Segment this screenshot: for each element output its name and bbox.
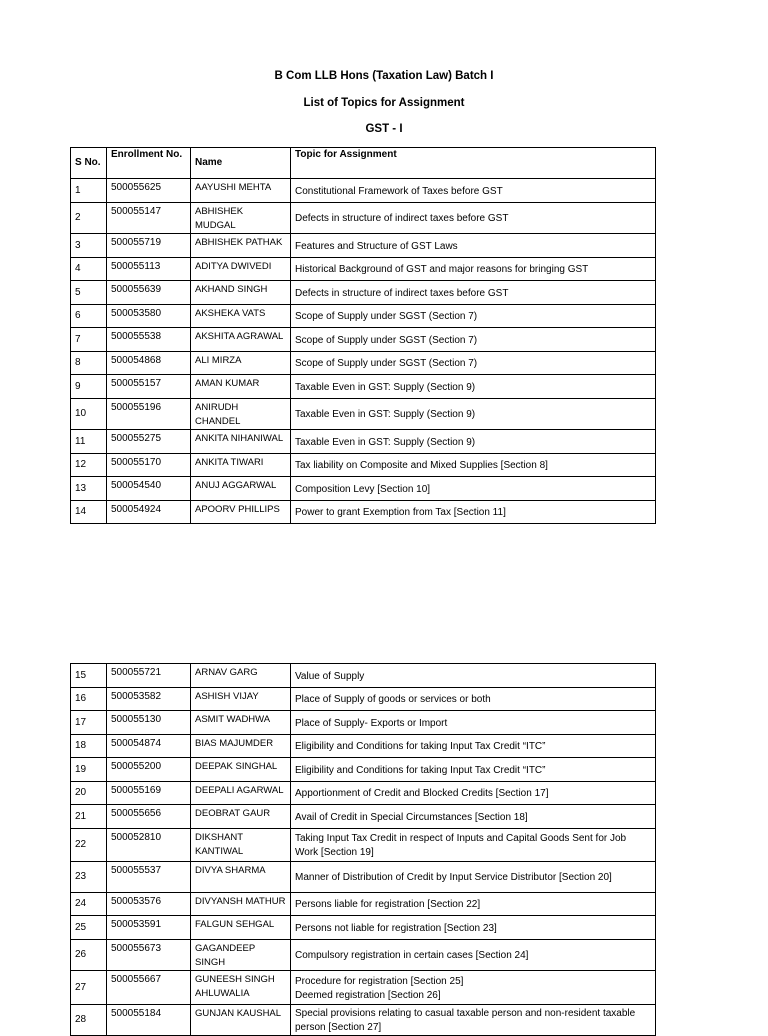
cell-sno: 23 (71, 862, 107, 893)
table-row (71, 688, 656, 711)
cell-name: GUNJAN KAUSHAL (191, 1005, 291, 1036)
cell-name: DEEPAK SINGHAL (191, 758, 291, 782)
cell-sno: 7 (71, 328, 107, 352)
cell-sno: 25 (71, 916, 107, 940)
cell-name: FALGUN SEHGAL (191, 916, 291, 940)
cell-enrollment: 500055170 (107, 454, 191, 477)
table-row (71, 805, 656, 829)
cell-topic: Power to grant Exemption from Tax [Section 11] (291, 501, 656, 524)
cell-enrollment: 500054924 (107, 501, 191, 524)
table-row (71, 711, 656, 735)
header-name: Name (191, 148, 291, 179)
cell-enrollment: 500055200 (107, 758, 191, 782)
table-row (71, 375, 656, 399)
cell-sno: 27 (71, 971, 107, 1005)
cell-name: ABHISHEK MUDGAL (191, 203, 291, 234)
cell-enrollment: 500055656 (107, 805, 191, 829)
cell-enrollment: 500053582 (107, 688, 191, 711)
cell-enrollment: 500055275 (107, 430, 191, 454)
header-sno: S No. (71, 148, 107, 179)
table-row (71, 352, 656, 375)
cell-enrollment: 500053576 (107, 893, 191, 916)
table-row (71, 234, 656, 258)
cell-name: ASHISH VIJAY (191, 688, 291, 711)
cell-name: ABHISHEK PATHAK (191, 234, 291, 258)
cell-name: AKSHITA AGRAWAL (191, 328, 291, 352)
table-header-row (71, 148, 656, 179)
cell-sno: 3 (71, 234, 107, 258)
cell-topic: Manner of Distribution of Credit by Input Service Distributor [Section 20] (291, 862, 656, 893)
table-row (71, 664, 656, 688)
cell-enrollment: 500055667 (107, 971, 191, 1005)
cell-enrollment: 500053580 (107, 305, 191, 328)
cell-enrollment: 500055184 (107, 1005, 191, 1036)
cell-enrollment: 500055113 (107, 258, 191, 281)
cell-topic: Scope of Supply under SGST (Section 7) (291, 328, 656, 352)
assignment-table-part1 (70, 147, 656, 524)
table-row (71, 735, 656, 758)
cell-sno: 20 (71, 782, 107, 805)
cell-name: AKHAND SINGH (191, 281, 291, 305)
cell-enrollment: 500055625 (107, 179, 191, 203)
cell-name: ANKITA TIWARI (191, 454, 291, 477)
cell-enrollment: 500055673 (107, 940, 191, 971)
table-row (71, 454, 656, 477)
header-enrollment: Enrollment No. (107, 148, 191, 179)
cell-enrollment: 500055721 (107, 664, 191, 688)
cell-sno: 4 (71, 258, 107, 281)
cell-name: DIKSHANT KANTIWAL (191, 829, 291, 862)
table-row (71, 281, 656, 305)
cell-topic: Defects in structure of indirect taxes before GST (291, 203, 656, 234)
cell-topic: Eligibility and Conditions for taking Input Tax Credit “ITC” (291, 758, 656, 782)
cell-name: GUNEESH SINGH AHLUWALIA (191, 971, 291, 1005)
topic-line: Deemed registration [Section 26] (295, 989, 441, 1001)
topic-line: Procedure for registration [Section 25] (295, 975, 464, 987)
cell-enrollment: 500055538 (107, 328, 191, 352)
cell-sno: 28 (71, 1005, 107, 1036)
cell-sno: 22 (71, 829, 107, 862)
table-row (71, 782, 656, 805)
cell-enrollment: 500055719 (107, 234, 191, 258)
cell-name: ASMIT WADHWA (191, 711, 291, 735)
cell-enrollment: 500055130 (107, 711, 191, 735)
table-body-part2 (71, 664, 656, 1036)
cell-enrollment: 500055157 (107, 375, 191, 399)
cell-sno: 21 (71, 805, 107, 829)
table-row (71, 328, 656, 352)
cell-topic: Persons liable for registration [Section 22] (291, 893, 656, 916)
cell-topic: Features and Structure of GST Laws (291, 234, 656, 258)
table-row (71, 258, 656, 281)
table-row (71, 940, 656, 971)
cell-enrollment: 500055537 (107, 862, 191, 893)
cell-name: DEOBRAT GAUR (191, 805, 291, 829)
cell-sno: 16 (71, 688, 107, 711)
cell-name: AMAN KUMAR (191, 375, 291, 399)
cell-name: AAYUSHI MEHTA (191, 179, 291, 203)
table-row (71, 971, 656, 1005)
cell-sno: 10 (71, 399, 107, 430)
cell-name: BIAS MAJUMDER (191, 735, 291, 758)
cell-name: DIVYA SHARMA (191, 862, 291, 893)
cell-sno: 17 (71, 711, 107, 735)
cell-name: ANKITA NIHANIWAL (191, 430, 291, 454)
cell-topic: Place of Supply of goods or services or both (291, 688, 656, 711)
cell-topic: Historical Background of GST and major reasons for bringing GST (291, 258, 656, 281)
cell-name: GAGANDEEP SINGH (191, 940, 291, 971)
cell-topic: Eligibility and Conditions for taking Input Tax Credit “ITC” (291, 735, 656, 758)
cell-sno: 5 (71, 281, 107, 305)
table-row (71, 501, 656, 524)
cell-enrollment: 500054868 (107, 352, 191, 375)
table-row (71, 305, 656, 328)
cell-topic: Composition Levy [Section 10] (291, 477, 656, 501)
table-row (71, 862, 656, 893)
cell-topic: Taxable Even in GST: Supply (Section 9) (291, 375, 656, 399)
cell-topic: Constitutional Framework of Taxes before GST (291, 179, 656, 203)
table-row (71, 829, 656, 862)
cell-name: ANUJ AGGARWAL (191, 477, 291, 501)
cell-enrollment: 500054540 (107, 477, 191, 501)
cell-topic: Scope of Supply under SGST (Section 7) (291, 352, 656, 375)
cell-topic (291, 971, 656, 1005)
cell-sno: 18 (71, 735, 107, 758)
cell-topic: Tax liability on Composite and Mixed Supplies [Section 8] (291, 454, 656, 477)
table-body-part1 (71, 179, 656, 524)
cell-sno: 19 (71, 758, 107, 782)
cell-name: ARNAV GARG (191, 664, 291, 688)
cell-sno: 26 (71, 940, 107, 971)
cell-sno: 11 (71, 430, 107, 454)
cell-topic: Defects in structure of indirect taxes before GST (291, 281, 656, 305)
header-topic: Topic for Assignment (291, 148, 656, 179)
cell-topic: Apportionment of Credit and Blocked Credits [Section 17] (291, 782, 656, 805)
cell-sno: 1 (71, 179, 107, 203)
cell-name: ALI MIRZA (191, 352, 291, 375)
cell-topic: Compulsory registration in certain cases [Section 24] (291, 940, 656, 971)
cell-sno: 12 (71, 454, 107, 477)
cell-sno: 24 (71, 893, 107, 916)
cell-enrollment: 500055169 (107, 782, 191, 805)
document-subtitle: List of Topics for Assignment (303, 97, 465, 109)
cell-name: ANIRUDH CHANDEL (191, 399, 291, 430)
cell-enrollment: 500052810 (107, 829, 191, 862)
table-row (71, 893, 656, 916)
table-row (71, 758, 656, 782)
cell-sno: 14 (71, 501, 107, 524)
cell-name: DIVYANSH MATHUR (191, 893, 291, 916)
cell-name: DEEPALI AGARWAL (191, 782, 291, 805)
cell-topic: Avail of Credit in Special Circumstances [Section 18] (291, 805, 656, 829)
cell-enrollment: 500054874 (107, 735, 191, 758)
cell-sno: 13 (71, 477, 107, 501)
cell-topic: Special provisions relating to casual taxable person and non-resident taxable person [Section 27] (291, 1005, 656, 1036)
cell-topic: Value of Supply (291, 664, 656, 688)
cell-topic: Taxable Even in GST: Supply (Section 9) (291, 399, 656, 430)
cell-name: APOORV PHILLIPS (191, 501, 291, 524)
assignment-table-part2 (70, 663, 656, 1036)
table-row (71, 179, 656, 203)
cell-sno: 15 (71, 664, 107, 688)
cell-enrollment: 500055147 (107, 203, 191, 234)
cell-topic: Place of Supply- Exports or Import (291, 711, 656, 735)
cell-topic: Taxable Even in GST: Supply (Section 9) (291, 430, 656, 454)
cell-enrollment: 500055196 (107, 399, 191, 430)
table-row (71, 1005, 656, 1036)
table-row (71, 430, 656, 454)
document-title: B Com LLB Hons (Taxation Law) Batch I (274, 70, 494, 82)
table-row (71, 477, 656, 501)
table-row (71, 916, 656, 940)
table-row (71, 399, 656, 430)
cell-enrollment: 500053591 (107, 916, 191, 940)
cell-enrollment: 500055639 (107, 281, 191, 305)
cell-topic: Persons not liable for registration [Section 23] (291, 916, 656, 940)
cell-name: ADITYA DWIVEDI (191, 258, 291, 281)
cell-topic: Scope of Supply under SGST (Section 7) (291, 305, 656, 328)
table-row (71, 203, 656, 234)
cell-topic: Taking Input Tax Credit in respect of Inputs and Capital Goods Sent for Job Work [Section 19] (291, 829, 656, 862)
cell-sno: 6 (71, 305, 107, 328)
cell-sno: 9 (71, 375, 107, 399)
cell-name: AKSHEKA VATS (191, 305, 291, 328)
document-course: GST - I (365, 123, 403, 135)
cell-sno: 2 (71, 203, 107, 234)
cell-sno: 8 (71, 352, 107, 375)
